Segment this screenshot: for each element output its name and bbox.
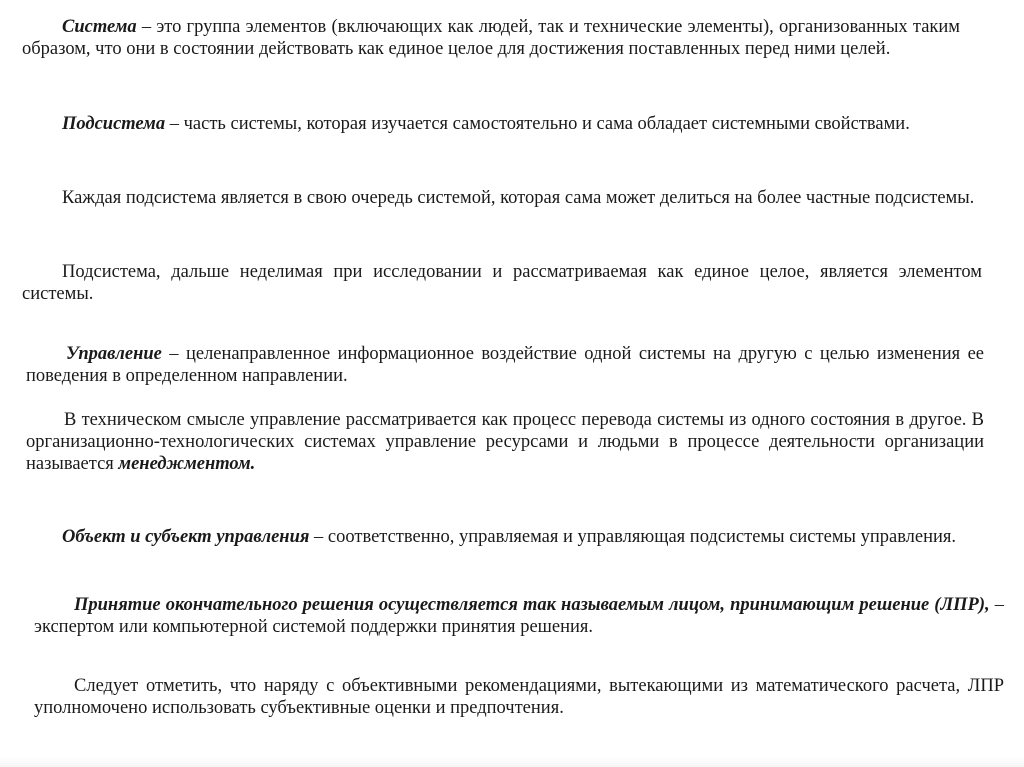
paragraph-subsystem-definition bbox=[22, 113, 982, 135]
page-bottom-shadow bbox=[0, 757, 1024, 767]
term-system: Система bbox=[62, 17, 137, 37]
term-decision-maker: Принятие окончательного решения осуществляется так называемым лицом, принимающим решение (ЛПР), bbox=[74, 595, 990, 615]
term-management: менеджментом bbox=[118, 454, 251, 474]
paragraph-control-definition bbox=[26, 343, 984, 387]
paragraph-object-subject bbox=[22, 524, 982, 551]
paragraph-text: Подсистема, дальше неделимая при исследовании и рассматриваемая как единое целое, является элементом системы. bbox=[22, 262, 982, 304]
paragraph-element-definition bbox=[22, 261, 982, 305]
term-object-subject: Объект и субъект управления bbox=[62, 527, 310, 547]
definition-text: – это группа элементов (включающих как людей, так и технические элементы), организованных таким образом, что они в состоянии действовать как единое целое для достижения поставленных перед ними целей. bbox=[22, 17, 960, 59]
term-subsystem: Подсистема bbox=[62, 114, 166, 134]
term-control: Управление bbox=[66, 344, 162, 364]
paragraph-tail: . bbox=[250, 454, 256, 474]
paragraph-subsystem-note bbox=[22, 187, 982, 209]
paragraph-text: В техническом смысле управление рассматривается как процесс перевода системы из одного состояния в другое. В организационно-технологических системах управление ресурсами и людьми в процессе деятельности организации называется bbox=[26, 410, 984, 474]
paragraph-system-definition bbox=[22, 16, 960, 60]
paragraph-management bbox=[26, 409, 984, 475]
definition-text: – экспертом или компьютерной системой поддержки принятия решения. bbox=[34, 595, 1004, 637]
paragraph-decision-maker bbox=[34, 594, 1004, 638]
paragraph-text: Каждая подсистема является в свою очередь системой, которая сама может делиться на более частные подсистемы. bbox=[62, 188, 975, 208]
definition-text: – целенаправленное информационное воздействие одной системы на другую с целью изменения ее поведения в определенном направлении. bbox=[26, 344, 984, 386]
paragraph-text: Следует отметить, что наряду с объективными рекомендациями, вытекающими из математического расчета, ЛПР уполномочено использовать субъективные оценки и предпочтения. bbox=[34, 676, 1004, 718]
definition-text: – часть системы, которая изучается самостоятельно и сама обладает системными свойствами. bbox=[165, 114, 910, 134]
paragraph-subjective-estimates bbox=[34, 675, 1004, 719]
definition-text: – соответственно, управляемая и управляющая подсистемы системы управления. bbox=[309, 527, 957, 547]
